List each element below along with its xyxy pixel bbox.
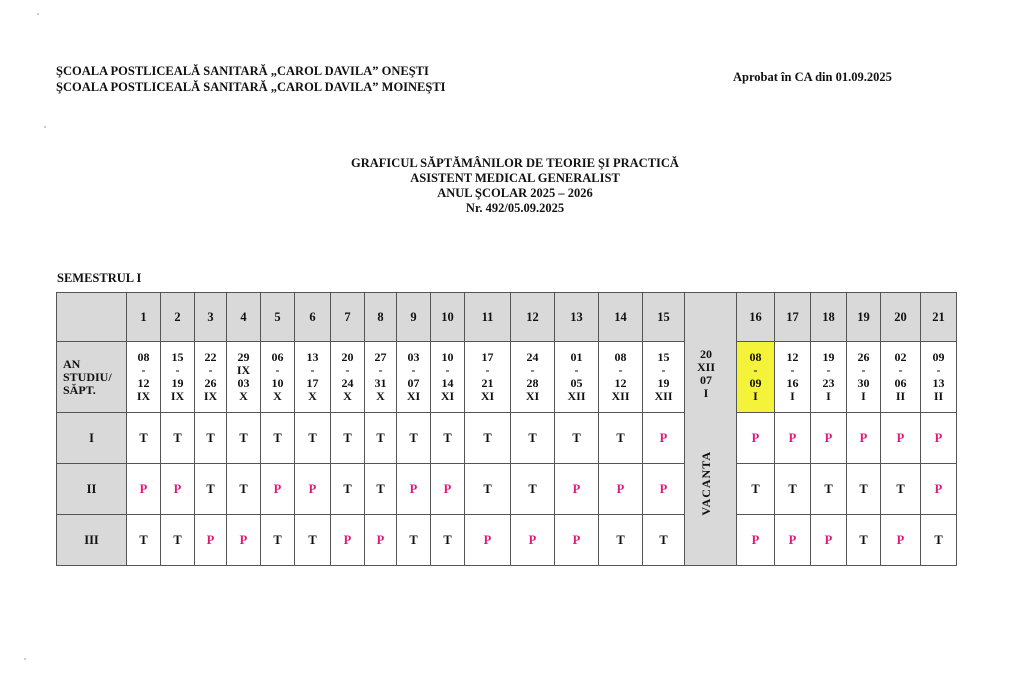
week-dates — [431, 342, 465, 413]
date-sep: - — [445, 363, 450, 377]
week-number: 4 — [227, 293, 261, 342]
week-number: 10 — [431, 293, 465, 342]
date-start: 06 — [271, 350, 284, 364]
schedule-cell: T — [127, 413, 161, 464]
date-end-month: IX — [136, 389, 151, 403]
date-end-month: XII — [567, 389, 586, 403]
approval-note: Aprobat în CA din 01.09.2025 — [733, 70, 892, 84]
date-start: 20 — [341, 350, 354, 364]
date-start: 29 — [237, 350, 250, 364]
date-sep: - — [861, 363, 866, 377]
schedule-cell: P — [161, 464, 195, 515]
date-end-month: XI — [480, 389, 495, 403]
week-number: 3 — [195, 293, 227, 342]
schedule-cell: P — [511, 515, 555, 566]
schedule-cell: T — [331, 413, 365, 464]
date-sep: - — [936, 363, 941, 377]
date-end: 26 — [204, 376, 217, 390]
schedule-cell: P — [465, 515, 511, 566]
date-end: 23 — [822, 376, 835, 390]
date-sep: - — [411, 363, 416, 377]
date-start: 01 — [570, 350, 583, 364]
week-number: 12 — [511, 293, 555, 342]
date-sep: - — [208, 363, 213, 377]
date-start: 22 — [204, 350, 217, 364]
schedule-cell: T — [295, 413, 331, 464]
week-dates — [397, 342, 431, 413]
week-dates — [161, 342, 195, 413]
date-end: 12 — [137, 376, 150, 390]
schedule-cell: P — [737, 515, 775, 566]
vacation-date-start: 20 — [700, 347, 712, 361]
date-end-month: XII — [611, 389, 630, 403]
week-number: 20 — [881, 293, 921, 342]
school-name-moinesti: ŞCOALA POSTLICEALĂ SANITARĂ „CAROL DAVILA” MOINEŞTI — [56, 80, 446, 94]
week-dates — [261, 342, 295, 413]
vacation-date-end: 07 — [700, 373, 712, 387]
schedule-cell: P — [921, 464, 957, 515]
schedule-cell: P — [643, 413, 685, 464]
study-year-label: III — [57, 515, 127, 566]
week-dates — [195, 342, 227, 413]
date-end-month: I — [826, 389, 831, 403]
date-start: 13 — [306, 350, 319, 364]
document-number: Nr. 492/05.09.2025 — [465, 201, 565, 215]
specialization-title: ASISTENT MEDICAL GENERALIST — [410, 171, 620, 185]
date-start: 24 — [526, 350, 539, 364]
schedule-cell: T — [295, 515, 331, 566]
schedule-cell: T — [465, 413, 511, 464]
week-dates — [643, 342, 685, 413]
date-start-month: IX — [236, 363, 251, 377]
date-sep: - — [310, 363, 315, 377]
week-dates — [295, 342, 331, 413]
schedule-cell: P — [847, 413, 881, 464]
scan-speck — [44, 126, 46, 128]
schedule-cell: T — [847, 515, 881, 566]
date-sep: - — [753, 363, 758, 377]
date-sep: - — [141, 363, 146, 377]
date-start: 26 — [857, 350, 870, 364]
schedule-cell: P — [397, 464, 431, 515]
week-dates — [331, 342, 365, 413]
date-end: 16 — [786, 376, 799, 390]
week-number: 1 — [127, 293, 161, 342]
document-title: GRAFICUL SĂPTĂMÂNILOR DE TEORIE ŞI PRACTICĂ — [351, 156, 679, 170]
row-label-header: AN STUDIU/ SĂPT. — [57, 342, 127, 413]
schedule-cell: T — [921, 515, 957, 566]
schedule-cell: P — [227, 515, 261, 566]
date-end: 12 — [614, 376, 627, 390]
date-end-month: IX — [203, 389, 218, 403]
date-end: 06 — [894, 376, 907, 390]
date-end: 31 — [374, 376, 387, 390]
schedule-cell: T — [465, 464, 511, 515]
date-end-month: X — [308, 389, 317, 403]
date-start: 02 — [894, 350, 907, 364]
week-number-row — [57, 293, 957, 342]
date-end: 30 — [857, 376, 870, 390]
date-start: 27 — [374, 350, 387, 364]
date-sep: - — [618, 363, 623, 377]
date-end-month: XI — [440, 389, 455, 403]
week-dates — [127, 342, 161, 413]
scan-speck — [37, 13, 39, 15]
date-end-month: XI — [525, 389, 540, 403]
semester-label: SEMESTRUL I — [57, 271, 142, 285]
date-sep: - — [530, 363, 535, 377]
week-dates-row — [57, 342, 957, 413]
schedule-cell: P — [811, 413, 847, 464]
schedule-cell: P — [775, 515, 811, 566]
study-year-row — [57, 413, 957, 464]
date-end: 19 — [657, 376, 670, 390]
date-sep: - — [275, 363, 280, 377]
date-end: 19 — [171, 376, 184, 390]
week-number: 6 — [295, 293, 331, 342]
week-number: 13 — [555, 293, 599, 342]
week-number: 14 — [599, 293, 643, 342]
week-number: 16 — [737, 293, 775, 342]
date-start: 08 — [749, 350, 762, 364]
date-start: 19 — [822, 350, 835, 364]
date-end: 05 — [570, 376, 583, 390]
date-end: 24 — [341, 376, 354, 390]
schedule-cell: T — [195, 464, 227, 515]
schedule-cell: T — [397, 515, 431, 566]
schedule-cell: T — [881, 464, 921, 515]
schedule-cell: T — [431, 515, 465, 566]
week-number: 7 — [331, 293, 365, 342]
week-number: 9 — [397, 293, 431, 342]
date-end: 03 — [237, 376, 250, 390]
date-start: 03 — [407, 350, 420, 364]
date-sep: - — [345, 363, 350, 377]
date-start: 12 — [786, 350, 799, 364]
week-dates — [775, 342, 811, 413]
date-start: 15 — [657, 350, 670, 364]
corner-cell — [57, 293, 127, 342]
date-end: 17 — [306, 376, 319, 390]
week-number: 2 — [161, 293, 195, 342]
date-start: 09 — [932, 350, 945, 364]
schedule-table — [56, 292, 957, 566]
week-dates — [737, 342, 775, 413]
schedule-cell: T — [599, 515, 643, 566]
date-sep: - — [574, 363, 579, 377]
schedule-cell: T — [227, 413, 261, 464]
schedule-cell: T — [365, 464, 397, 515]
week-number: 18 — [811, 293, 847, 342]
schedule-cell: T — [775, 464, 811, 515]
date-end-month: I — [753, 389, 758, 403]
week-dates — [881, 342, 921, 413]
study-year-label: II — [57, 464, 127, 515]
study-year-label: I — [57, 413, 127, 464]
schedule-cell: T — [227, 464, 261, 515]
schedule-cell: P — [127, 464, 161, 515]
date-end-month: IX — [170, 389, 185, 403]
date-end-month: XI — [406, 389, 421, 403]
date-end: 14 — [441, 376, 454, 390]
date-end-month: II — [895, 389, 906, 403]
schedule-cell: T — [511, 413, 555, 464]
date-sep: - — [826, 363, 831, 377]
schedule-cell: T — [331, 464, 365, 515]
schedule-cell: P — [881, 515, 921, 566]
week-number: 5 — [261, 293, 295, 342]
schedule-cell: T — [161, 413, 195, 464]
schedule-cell: T — [261, 413, 295, 464]
schedule-cell: T — [599, 413, 643, 464]
date-end: 21 — [481, 376, 494, 390]
schedule-cell: P — [431, 464, 465, 515]
date-end: 10 — [271, 376, 284, 390]
schedule-cell: T — [365, 413, 397, 464]
schedule-cell: P — [295, 464, 331, 515]
scan-speck — [24, 658, 26, 660]
schedule-cell: T — [195, 413, 227, 464]
schedule-cell: P — [599, 464, 643, 515]
schedule-cell: P — [737, 413, 775, 464]
vacation-column — [685, 293, 737, 566]
schedule-cell: T — [431, 413, 465, 464]
schedule-cell: T — [511, 464, 555, 515]
date-sep: - — [898, 363, 903, 377]
schedule-cell: T — [397, 413, 431, 464]
study-year-row — [57, 515, 957, 566]
week-dates — [847, 342, 881, 413]
schedule-cell: T — [643, 515, 685, 566]
date-end-month: II — [933, 389, 944, 403]
date-sep: - — [485, 363, 490, 377]
schedule-cell: T — [555, 413, 599, 464]
week-number: 21 — [921, 293, 957, 342]
school-name-onesti: ŞCOALA POSTLICEALĂ SANITARĂ „CAROL DAVILA” ONEŞTI — [56, 64, 429, 78]
schedule-cell: P — [261, 464, 295, 515]
schedule-cell: P — [331, 515, 365, 566]
vacation-date-end-month: I — [703, 386, 709, 400]
schedule-cell: P — [881, 413, 921, 464]
date-start: 17 — [481, 350, 494, 364]
date-sep: - — [790, 363, 795, 377]
date-end: 07 — [407, 376, 420, 390]
schedule-cell: T — [161, 515, 195, 566]
week-number: 19 — [847, 293, 881, 342]
schedule-cell: P — [555, 464, 599, 515]
week-dates — [465, 342, 511, 413]
date-start: 15 — [171, 350, 184, 364]
date-end-month: X — [343, 389, 352, 403]
week-dates — [599, 342, 643, 413]
schedule-cell: T — [847, 464, 881, 515]
date-end: 28 — [526, 376, 539, 390]
schedule-cell: T — [737, 464, 775, 515]
week-number: 11 — [465, 293, 511, 342]
schedule-cell: T — [261, 515, 295, 566]
week-dates — [365, 342, 397, 413]
week-dates — [921, 342, 957, 413]
date-sep: - — [175, 363, 180, 377]
date-sep: - — [661, 363, 666, 377]
date-start: 08 — [137, 350, 150, 364]
schedule-cell: P — [811, 515, 847, 566]
date-end-month: I — [790, 389, 795, 403]
schedule-cell: P — [555, 515, 599, 566]
schedule-cell: P — [643, 464, 685, 515]
date-start: 08 — [614, 350, 627, 364]
date-end-month: X — [273, 389, 282, 403]
week-dates — [227, 342, 261, 413]
date-sep: - — [378, 363, 383, 377]
week-dates — [811, 342, 847, 413]
week-number: 15 — [643, 293, 685, 342]
schedule-cell: P — [921, 413, 957, 464]
week-number: 17 — [775, 293, 811, 342]
schedule-cell: P — [195, 515, 227, 566]
vacation-date-start-month: XII — [696, 360, 715, 374]
date-end-month: XII — [654, 389, 673, 403]
vacation-label: VACANTA — [699, 451, 713, 516]
date-end: 13 — [932, 376, 945, 390]
date-end-month: X — [239, 389, 248, 403]
school-year: ANUL ŞCOLAR 2025 – 2026 — [437, 186, 593, 200]
vacation-dates — [685, 348, 727, 400]
schedule-cell: P — [365, 515, 397, 566]
schedule-cell: T — [811, 464, 847, 515]
date-end: 09 — [749, 376, 762, 390]
date-end-month: I — [861, 389, 866, 403]
schedule-cell: P — [775, 413, 811, 464]
date-start: 10 — [441, 350, 454, 364]
week-number: 8 — [365, 293, 397, 342]
date-end-month: X — [376, 389, 385, 403]
week-dates — [555, 342, 599, 413]
week-dates — [511, 342, 555, 413]
study-year-row — [57, 464, 957, 515]
schedule-cell: T — [127, 515, 161, 566]
